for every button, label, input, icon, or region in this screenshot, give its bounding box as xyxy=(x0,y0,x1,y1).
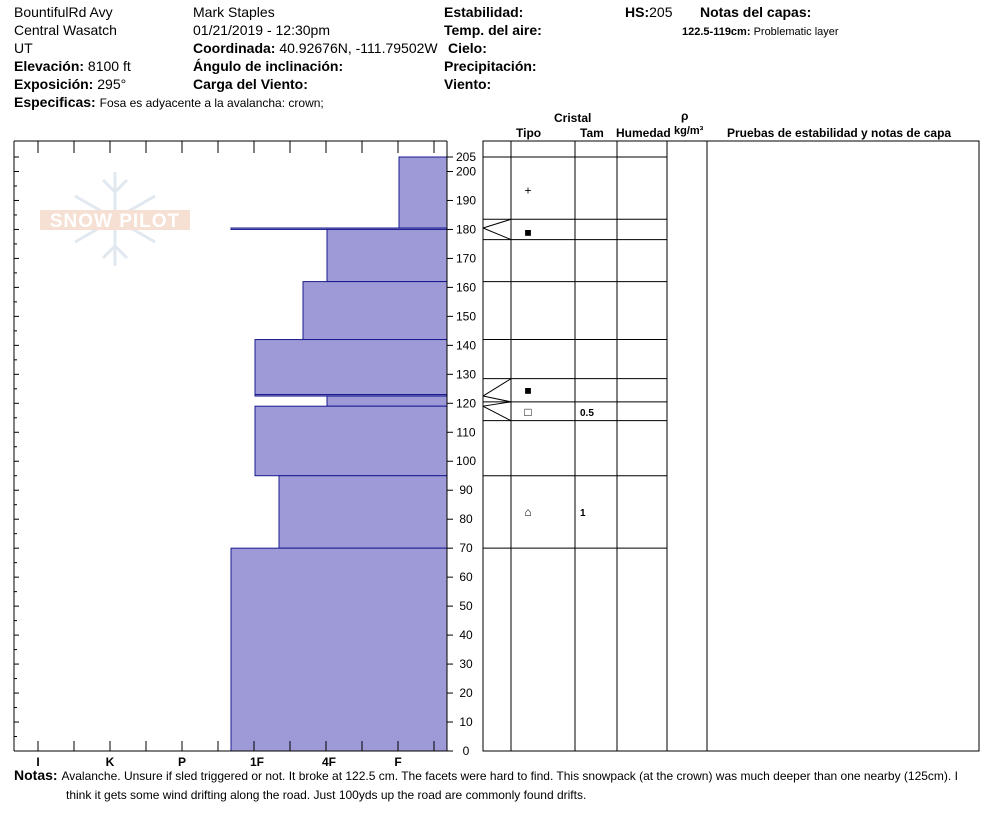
air-temp-label: Temp. del aire: xyxy=(444,22,542,38)
hardness-tick-label: I xyxy=(36,755,40,769)
hardness-tick-label: F xyxy=(394,755,402,769)
precip-label: Precipitación: xyxy=(444,58,537,74)
crystal-type-icon: □ xyxy=(524,404,532,419)
height-tick-label: 90 xyxy=(459,483,473,498)
wind-load-label: Carga del Viento: xyxy=(193,76,308,92)
height-tick-label: 50 xyxy=(459,599,473,614)
datetime: 01/21/2019 - 12:30pm xyxy=(193,22,330,38)
aspect-label: Exposición: xyxy=(14,76,94,92)
rho-header: ρ xyxy=(681,109,689,123)
incline-label: Ángulo de inclinación: xyxy=(193,58,344,74)
connector-line-top xyxy=(483,219,511,228)
type-header: Tipo xyxy=(516,126,542,140)
height-tick-label: 160 xyxy=(455,280,477,295)
logo-text: SNOW PILOT xyxy=(49,211,181,232)
elevation-label: Elevación: xyxy=(14,58,85,74)
height-tick-label: 200 xyxy=(455,164,477,179)
hardness-bar xyxy=(399,157,447,228)
height-tick-label: 205 xyxy=(455,150,477,164)
height-tick-label: 10 xyxy=(459,715,473,730)
hardness-bar xyxy=(255,340,447,395)
height-tick-label: 130 xyxy=(455,367,477,382)
hardness-bar xyxy=(327,229,447,281)
notes-label: Notas: xyxy=(14,767,58,783)
height-tick-label: 30 xyxy=(459,657,473,672)
crystal-size-label: 1 xyxy=(580,507,586,519)
height-tick-label: 100 xyxy=(455,454,477,469)
sky-label: Cielo: xyxy=(448,40,487,56)
height-tick-label: 40 xyxy=(459,628,473,643)
density-unit-header: kg/m³ xyxy=(674,125,704,137)
hardness-tick-label: 1F xyxy=(249,755,265,769)
height-tick-label: 120 xyxy=(455,396,477,411)
height-tick-label: 0 xyxy=(462,744,470,758)
snowpilot-logo xyxy=(40,172,190,266)
tests-header: Pruebas de estabilidad y notas de capa xyxy=(727,126,952,140)
layer-notes-label: Notas del capas: xyxy=(700,4,812,20)
coord-label: Coordinada: xyxy=(193,40,276,56)
height-tick-label: 60 xyxy=(459,570,473,585)
connector-line-bottom xyxy=(483,406,511,420)
height-tick-label: 180 xyxy=(455,222,477,237)
hardness-tick-label: K xyxy=(105,755,115,769)
coord-value: 40.92676N, -111.79502W xyxy=(279,40,438,56)
hardness-tick-label: P xyxy=(177,755,187,769)
state-name: UT xyxy=(14,40,33,56)
moisture-header: Humedad xyxy=(616,126,671,140)
layer-note-text: Problematic layer xyxy=(753,26,839,38)
crystal-header: Cristal xyxy=(554,111,592,125)
elevation-value: 8100 ft xyxy=(87,58,131,74)
notes-text-1: Avalanche. Unsure if sled triggered or not. It broke at 122.5 cm. The facets were hard to find. This snowpack (at the crown) was much deeper than one nearby (125cm). I xyxy=(61,769,958,783)
hardness-tick-label: 4F xyxy=(321,755,337,769)
specifics-label: Especificas: xyxy=(14,94,96,110)
stability-label: Estabilidad: xyxy=(444,4,524,20)
location-name: BountifulRd Avy xyxy=(14,4,113,20)
height-tick-label: 110 xyxy=(456,425,476,440)
connector-line-bottom xyxy=(483,228,511,240)
height-tick-label: 70 xyxy=(459,541,473,556)
range-name: Central Wasatch xyxy=(14,22,117,38)
size-header: Tam xyxy=(580,126,604,140)
hardness-bar xyxy=(255,406,447,476)
height-tick-label: 150 xyxy=(455,309,477,324)
layer-table-frame xyxy=(483,141,979,751)
height-tick-label: 190 xyxy=(455,193,477,208)
connector-line-top xyxy=(483,402,511,406)
height-tick-label: 170 xyxy=(455,251,477,266)
connector-line-top xyxy=(483,379,511,396)
height-tick-label: 80 xyxy=(459,512,473,527)
layer-note-range: 122.5-119cm: xyxy=(682,26,751,38)
hardness-bar xyxy=(231,548,447,751)
hardness-bar xyxy=(303,282,447,340)
notes-line-1 xyxy=(14,767,958,784)
crystal-type-icon: + xyxy=(524,183,532,198)
hs-value: 205 xyxy=(649,4,673,20)
hs-label: HS: xyxy=(625,4,650,20)
crystal-size-label: 0.5 xyxy=(580,407,594,419)
height-tick-label: 140 xyxy=(455,338,477,353)
notes-line-2: think it gets some wind drifting along the road. Just 100yds up the road are commonly found drifts. xyxy=(66,788,587,802)
crystal-type-icon: ■ xyxy=(524,383,532,398)
hardness-bar xyxy=(279,476,447,548)
specifics-value: Fosa es adyacente a la avalancha: crown; xyxy=(99,96,324,110)
aspect-value: 295° xyxy=(97,76,127,92)
wind-label: Viento: xyxy=(444,76,492,92)
hardness-bars xyxy=(231,157,447,751)
crystal-type-icon: ■ xyxy=(524,225,532,240)
observer: Mark Staples xyxy=(193,4,275,20)
height-tick-label: 20 xyxy=(459,686,473,701)
hardness-bar xyxy=(327,396,447,406)
connector-line-bottom xyxy=(483,396,511,402)
crystal-type-icon: ⌂ xyxy=(524,504,532,519)
